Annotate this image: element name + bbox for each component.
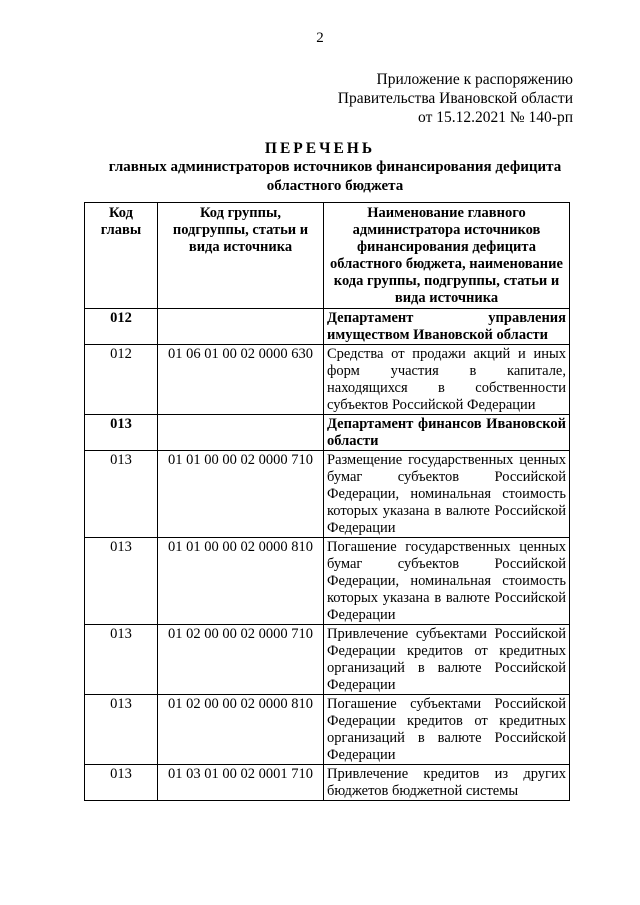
table-header-row [85,203,570,309]
row-name: Средства от продажи акций и иных форм участия в капитале, находящихся в собственности субъектов Российской Федерации [324,345,570,415]
table-row [85,451,570,538]
sources-table [84,202,570,801]
row-group-code: 01 03 01 00 02 0001 710 [158,765,324,801]
header-group-code: Код группы, подгруппы, статьи и вида источника [158,203,324,309]
row-code: 012 [85,309,158,345]
approval-block [338,70,573,127]
row-group-code: 01 01 00 00 02 0000 810 [158,538,324,625]
page-number: 2 [316,30,324,46]
approval-line-2: Правительства Ивановской области [337,90,573,107]
header-name: Наименование главного администратора источников финансирования дефицита областного бюджета, наименование кода группы, подгруппы, статьи и вида источника [324,203,570,309]
document-subtitle: главных администраторов источников финансирования дефицита областного бюджета [108,159,562,194]
row-code: 013 [85,695,158,765]
row-name: Департамент управления имуществом Ивановской области [324,309,570,345]
row-name: Привлечение кредитов из других бюджетов бюджетной системы [324,765,570,801]
table-row [85,309,570,345]
row-code: 012 [85,345,158,415]
header-code: Код главы [85,203,158,309]
row-group-code: 01 01 00 00 02 0000 710 [158,451,324,538]
approval-line-1: Приложение к распоряжению [376,71,573,88]
table-row [85,538,570,625]
row-group-code [158,309,324,345]
row-name: Погашение субъектами Российской Федерации кредитов от кредитных организаций в валюте Российской Федерации [324,695,570,765]
row-group-code [158,415,324,451]
row-group-code: 01 02 00 00 02 0000 710 [158,625,324,695]
table-row [85,625,570,695]
row-code: 013 [85,625,158,695]
row-group-code: 01 06 01 00 02 0000 630 [158,345,324,415]
table-row [85,415,570,451]
row-name: Департамент финансов Ивановской области [324,415,570,451]
table-row [85,765,570,801]
approval-line-3: от 15.12.2021 № 140-рп [418,109,573,126]
row-name: Размещение государственных ценных бумаг субъектов Российской Федерации, номинальная стоимость которых указана в валюте Российской Федерации [324,451,570,538]
table-row [85,345,570,415]
row-name: Погашение государственных ценных бумаг субъектов Российской Федерации, номинальная стоимость которых указана в валюте Российской Федерации [324,538,570,625]
document-title: ПЕРЕЧЕНЬ [264,140,376,157]
row-code: 013 [85,451,158,538]
row-code: 013 [85,765,158,801]
table-row [85,695,570,765]
row-group-code: 01 02 00 00 02 0000 810 [158,695,324,765]
row-name: Привлечение субъектами Российской Федерации кредитов от кредитных организаций в валюте Российской Федерации [324,625,570,695]
row-code: 013 [85,538,158,625]
row-code: 013 [85,415,158,451]
